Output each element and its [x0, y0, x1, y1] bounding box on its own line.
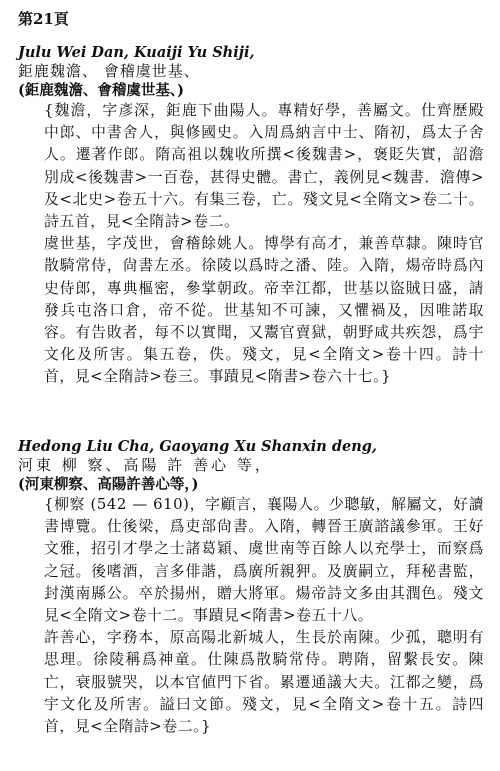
entry-body [44, 100, 484, 389]
biography-paragraph-liu-cha: {柳察 (542 — 610)，字顧言，襄陽人。少聰敏，解屬文，好讀書博覽。仕後梁，爲吏部尙書。入隋，轉晉王廣諮議參軍。王好文雅，招引才學之士諸葛穎、虞世南等百餘人以充學士，而察爲之冠。後嗜酒，言多俳諧，爲廣所親狎。及廣嗣立，拜秘書監，封漢南縣公。卒於揚州，贈大將軍。煬帝詩文多由其潤色。殘文見<全隋文>卷十二。事蹟見<隋書>卷五十八。 [44, 496, 484, 625]
biography-paragraph-xu-shanxin: 許善心，字務本，原高陽北新城人，生長於南陳。少孤，聰明有思理。徐陵稱爲神童。仕陳爲散騎常侍。聘隋，留繫長安。陳亡，衰服號哭，以本官値門下省。累遷通議大夫。江都之變，爲宇文化及所害。謚曰文節。殘文，見<全隋文>卷十五。詩四首，見<全隋詩>卷二。} [44, 629, 484, 736]
entry-hanzi-title: 河東 柳 察、高陽 許 善心 等， [18, 456, 273, 474]
entry-hanzi-parenthetical: (河東柳察、高陽許善心等，) [18, 476, 199, 493]
page-number: 第21頁 [18, 10, 69, 28]
biography-paragraph-wei-dan: {魏澹，字彥深，鉅鹿下曲陽人。專精好學，善屬文。仕齊歷殿中郎、中書舍人，與修國史。入周爲納言中士、隋初，爲太子舍人。遷著作郎。隋高祖以魏收所撰<後魏書>，褒貶失實，詔澹別成<後魏書>一百卷，甚得史體。書亡，義例見<魏書．澹傳>及<北史>卷五十六。有集三卷，亡。殘文見<全隋文>卷二十。詩五首，見<全隋詩>卷二。 [44, 102, 484, 231]
biography-paragraph-yu-shiji: 虞世基，字茂世，會稽餘姚人。博學有高才，兼善草隸。陳時官散騎常侍，尙書左丞。徐陵以爲時之潘、陸。入隋，煬帝時爲內史侍郎，專典樞密，參掌朝政。帝幸江都，世基以盜賊日盛，請發兵屯洛口倉，帝不從。世基知不可諫，又懼禍及，因唯諾取容。有告敗者，每不以實聞，又鬻官賣獄，朝野咸共疾怨，爲宇文化及所害。集五卷，佚。殘文，見<全隋文>卷十四。詩十首，見<全隋詩>卷三。事蹟見<隋書>卷六十七。} [44, 235, 484, 386]
entry-hanzi-title: 鉅鹿魏澹、 會稽虞世基、 [18, 62, 200, 80]
entry-wei-dan-yu-shiji [18, 44, 488, 389]
entry-romanization: Julu Wei Dan, Kuaiji Yu Shiji, [18, 44, 255, 61]
entry-romanization: Hedong Liu Cha, Gaoyang Xu Shanxin deng, [18, 438, 377, 455]
entry-liu-cha-xu-shanxin [18, 438, 488, 738]
entry-body [44, 494, 484, 738]
entry-hanzi-parenthetical: (鉅鹿魏澹、會稽虞世基、) [18, 82, 184, 99]
